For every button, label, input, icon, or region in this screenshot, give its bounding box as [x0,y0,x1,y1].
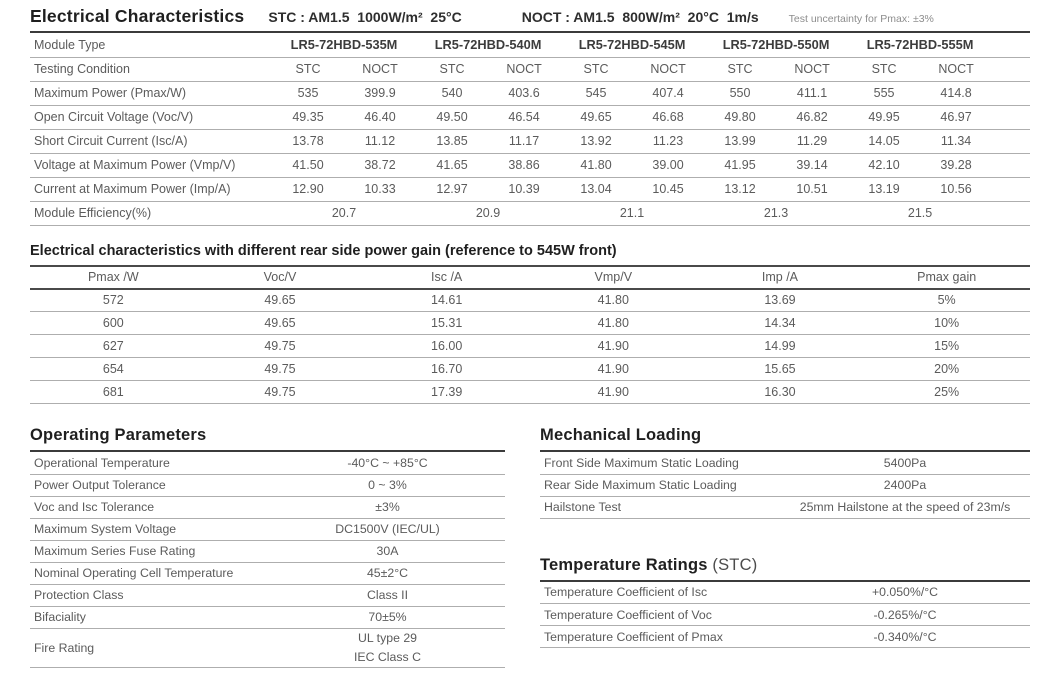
row-label: Nominal Operating Cell Temperature [30,562,270,584]
value-cell: 41.80 [530,289,697,312]
table-cell [992,81,1030,105]
value-cell: 46.82 [776,105,848,129]
value-cell: 654 [30,358,197,381]
table-row [540,474,1030,496]
operating-parameters-section [30,426,505,668]
temperature-ratings-title-text: Temperature Ratings [540,555,708,574]
value-cell: 11.23 [632,129,704,153]
value-cell: 545 [560,81,632,105]
value-cell: 46.68 [632,105,704,129]
value-cell: 555 [848,81,920,105]
table-row [30,518,505,540]
value-cell: 13.12 [704,177,776,201]
value-cell: 49.50 [416,105,488,129]
condition-header: NOCT [776,57,848,81]
rear-side-power-gain-table [30,265,1030,405]
value-cell: 25mm Hailstone at the speed of 23m/s [780,496,1030,518]
value-cell: 41.50 [272,153,344,177]
value-cell: 13.92 [560,129,632,153]
table-row [30,358,1030,381]
value-cell: 45±2°C [270,562,505,584]
condition-header: NOCT [488,57,560,81]
value-cell: 12.97 [416,177,488,201]
column-header: Imp /A [697,266,864,289]
table-row [30,312,1030,335]
row-label: Testing Condition [30,57,272,81]
table-row [30,628,505,667]
mechanical-loading-section [540,426,1030,519]
value-cell: 16.70 [363,358,530,381]
column-header: Pmax /W [30,266,197,289]
row-label: Maximum System Voltage [30,518,270,540]
row-label: Fire Rating [30,628,270,667]
value-cell: 21.1 [560,201,704,225]
electrical-characteristics-table [30,33,1030,226]
module-name: LR5-72HBD-550M [704,33,848,57]
table-row [30,562,505,584]
row-label: Temperature Coefficient of Isc [540,582,780,604]
value-cell: 49.35 [272,105,344,129]
table-row [30,381,1030,404]
row-label: Maximum Power (Pmax/W) [30,81,272,105]
value-cell: 10.33 [344,177,416,201]
value-cell: 403.6 [488,81,560,105]
column-header: Pmax gain [863,266,1030,289]
value-cell: 13.04 [560,177,632,201]
value-cell: 2400Pa [780,474,1030,496]
value-cell: 11.12 [344,129,416,153]
value-cell: 14.05 [848,129,920,153]
row-label: Front Side Maximum Static Loading [540,452,780,474]
condition-header: STC [848,57,920,81]
value-cell: 535 [272,81,344,105]
value-cell: 10.45 [632,177,704,201]
value-cell: 46.54 [488,105,560,129]
value-cell: 11.29 [776,129,848,153]
mechanical-loading-title: Mechanical Loading [540,426,1030,452]
page-title: Electrical Characteristics [30,6,245,26]
row-label: Voltage at Maximum Power (Vmp/V) [30,153,272,177]
value-cell: 70±5% [270,606,505,628]
value-cell: 49.65 [197,312,364,335]
value-line: IEC Class C [354,649,421,664]
row-label: Hailstone Test [540,496,780,518]
rear-gain-title: Electrical characteristics with different rear side power gain (reference to 545W front) [30,242,617,259]
value-cell: 10.51 [776,177,848,201]
table-row [30,452,505,474]
value-cell: 46.97 [920,105,992,129]
temperature-ratings-title-suffix: (STC) [707,555,758,574]
value-cell: 13.69 [697,289,864,312]
bottom-sections [30,426,1030,668]
value-cell: 49.65 [560,105,632,129]
table-row [30,289,1030,312]
value-cell: 10% [863,312,1030,335]
table-row [540,604,1030,626]
value-cell: 10.39 [488,177,560,201]
row-label: Maximum Series Fuse Rating [30,540,270,562]
stc-condition: STC : AM1.5 1000W/m² 25°C [268,9,462,25]
value-cell: 49.75 [197,358,364,381]
value-cell: 5400Pa [780,452,1030,474]
table-row [30,606,505,628]
value-cell: 11.34 [920,129,992,153]
module-name: LR5-72HBD-535M [272,33,416,57]
value-cell: 21.3 [704,201,848,225]
value-cell: 15.65 [697,358,864,381]
value-cell: 407.4 [632,81,704,105]
table-row [30,177,1030,201]
value-cell: 39.00 [632,153,704,177]
value-cell: 5% [863,289,1030,312]
value-cell: 681 [30,381,197,404]
value-cell: 13.99 [704,129,776,153]
row-label: Protection Class [30,584,270,606]
efficiency-row [30,201,1030,225]
value-cell: 11.17 [488,129,560,153]
value-cell: 20.9 [416,201,560,225]
test-uncertainty-note: Test uncertainty for Pmax: ±3% [788,13,934,25]
value-cell: 10.56 [920,177,992,201]
value-cell: 13.85 [416,129,488,153]
value-cell: 627 [30,335,197,358]
value-cell: 17.39 [363,381,530,404]
column-header: Vmp/V [530,266,697,289]
condition-header: NOCT [344,57,416,81]
table-row [30,496,505,518]
value-cell: 49.75 [197,335,364,358]
value-cell: 41.80 [560,153,632,177]
value-cell: 39.14 [776,153,848,177]
value-cell: +0.050%/°C [780,582,1030,604]
operating-parameters-table [30,452,505,668]
row-label: Temperature Coefficient of Voc [540,604,780,626]
value-cell: 16.00 [363,335,530,358]
value-cell: 600 [30,312,197,335]
value-cell: 41.90 [530,381,697,404]
value-cell: 14.34 [697,312,864,335]
value-cell: -0.265%/°C [780,604,1030,626]
module-name: LR5-72HBD-545M [560,33,704,57]
value-cell: 30A [270,540,505,562]
table-row [30,105,1030,129]
row-label: Operational Temperature [30,452,270,474]
table-row [30,540,505,562]
row-label: Temperature Coefficient of Pmax [540,626,780,648]
value-cell: 13.78 [272,129,344,153]
table-cell [992,129,1030,153]
value-cell: 399.9 [344,81,416,105]
value-cell: 21.5 [848,201,992,225]
value-cell: 39.28 [920,153,992,177]
table-row [540,452,1030,474]
row-label: Module Type [30,33,272,57]
table-cell [992,201,1030,225]
value-cell: 14.61 [363,289,530,312]
condition-header: NOCT [632,57,704,81]
value-cell: 38.86 [488,153,560,177]
value-cell: 41.95 [704,153,776,177]
row-label: Power Output Tolerance [30,474,270,496]
table-cell [992,57,1030,81]
row-label: Current at Maximum Power (Imp/A) [30,177,272,201]
temperature-ratings-section [540,556,1030,649]
value-cell: 49.95 [848,105,920,129]
value-cell: 49.75 [197,381,364,404]
value-cell: 20.7 [272,201,416,225]
table-row [540,496,1030,518]
value-cell: 14.99 [697,335,864,358]
condition-header: STC [416,57,488,81]
temperature-ratings-table [540,582,1030,649]
value-cell: 414.8 [920,81,992,105]
noct-condition: NOCT : AM1.5 800W/m² 20°C 1m/s [521,9,759,25]
row-label: Bifaciality [30,606,270,628]
value-cell: ±3% [270,496,505,518]
table-row [30,335,1030,358]
table-row [30,81,1030,105]
testing-condition-row [30,57,1030,81]
condition-header: STC [560,57,632,81]
table-cell [992,33,1030,57]
condition-header: STC [704,57,776,81]
value-cell: 38.72 [344,153,416,177]
temperature-ratings-title [540,556,1030,582]
value-cell: 411.1 [776,81,848,105]
table-cell [992,177,1030,201]
value-cell: 13.19 [848,177,920,201]
table-row [30,153,1030,177]
value-cell: -40°C ~ +85°C [270,452,505,474]
condition-header: STC [272,57,344,81]
table-cell [992,153,1030,177]
table-row [30,584,505,606]
value-cell: Class II [270,584,505,606]
table-row [540,582,1030,604]
value-cell: -0.340%/°C [780,626,1030,648]
value-cell: 41.65 [416,153,488,177]
operating-parameters-title: Operating Parameters [30,426,505,452]
value-cell: 42.10 [848,153,920,177]
module-type-row [30,33,1030,57]
value-cell: 46.40 [344,105,416,129]
value-cell: 12.90 [272,177,344,201]
table-row [30,129,1030,153]
row-label: Module Efficiency(%) [30,201,272,225]
value-cell: 550 [704,81,776,105]
value-cell: 49.80 [704,105,776,129]
value-cell: 41.90 [530,335,697,358]
row-label: Short Circuit Current (Isc/A) [30,129,272,153]
module-name: LR5-72HBD-540M [416,33,560,57]
value-line: UL type 29 [357,630,418,645]
value-cell: 572 [30,289,197,312]
mechanical-loading-table [540,452,1030,519]
electrical-characteristics-header [30,0,1030,33]
value-cell [270,628,505,667]
value-cell: 0 ~ 3% [270,474,505,496]
right-column [540,426,1030,668]
value-cell: 15.31 [363,312,530,335]
row-label: Open Circuit Voltage (Voc/V) [30,105,272,129]
value-cell: 540 [416,81,488,105]
column-header: Voc/V [197,266,364,289]
condition-header: NOCT [920,57,992,81]
module-name: LR5-72HBD-555M [848,33,992,57]
value-cell: 20% [863,358,1030,381]
table-cell [992,105,1030,129]
value-cell: 49.65 [197,289,364,312]
value-cell: 41.80 [530,312,697,335]
value-cell: 41.90 [530,358,697,381]
value-cell: 25% [863,381,1030,404]
table-row [540,626,1030,648]
table-row [30,474,505,496]
column-header: Isc /A [363,266,530,289]
value-cell: DC1500V (IEC/UL) [270,518,505,540]
value-cell: 15% [863,335,1030,358]
value-cell: 16.30 [697,381,864,404]
row-label: Rear Side Maximum Static Loading [540,474,780,496]
row-label: Voc and Isc Tolerance [30,496,270,518]
gain-header-row [30,266,1030,289]
